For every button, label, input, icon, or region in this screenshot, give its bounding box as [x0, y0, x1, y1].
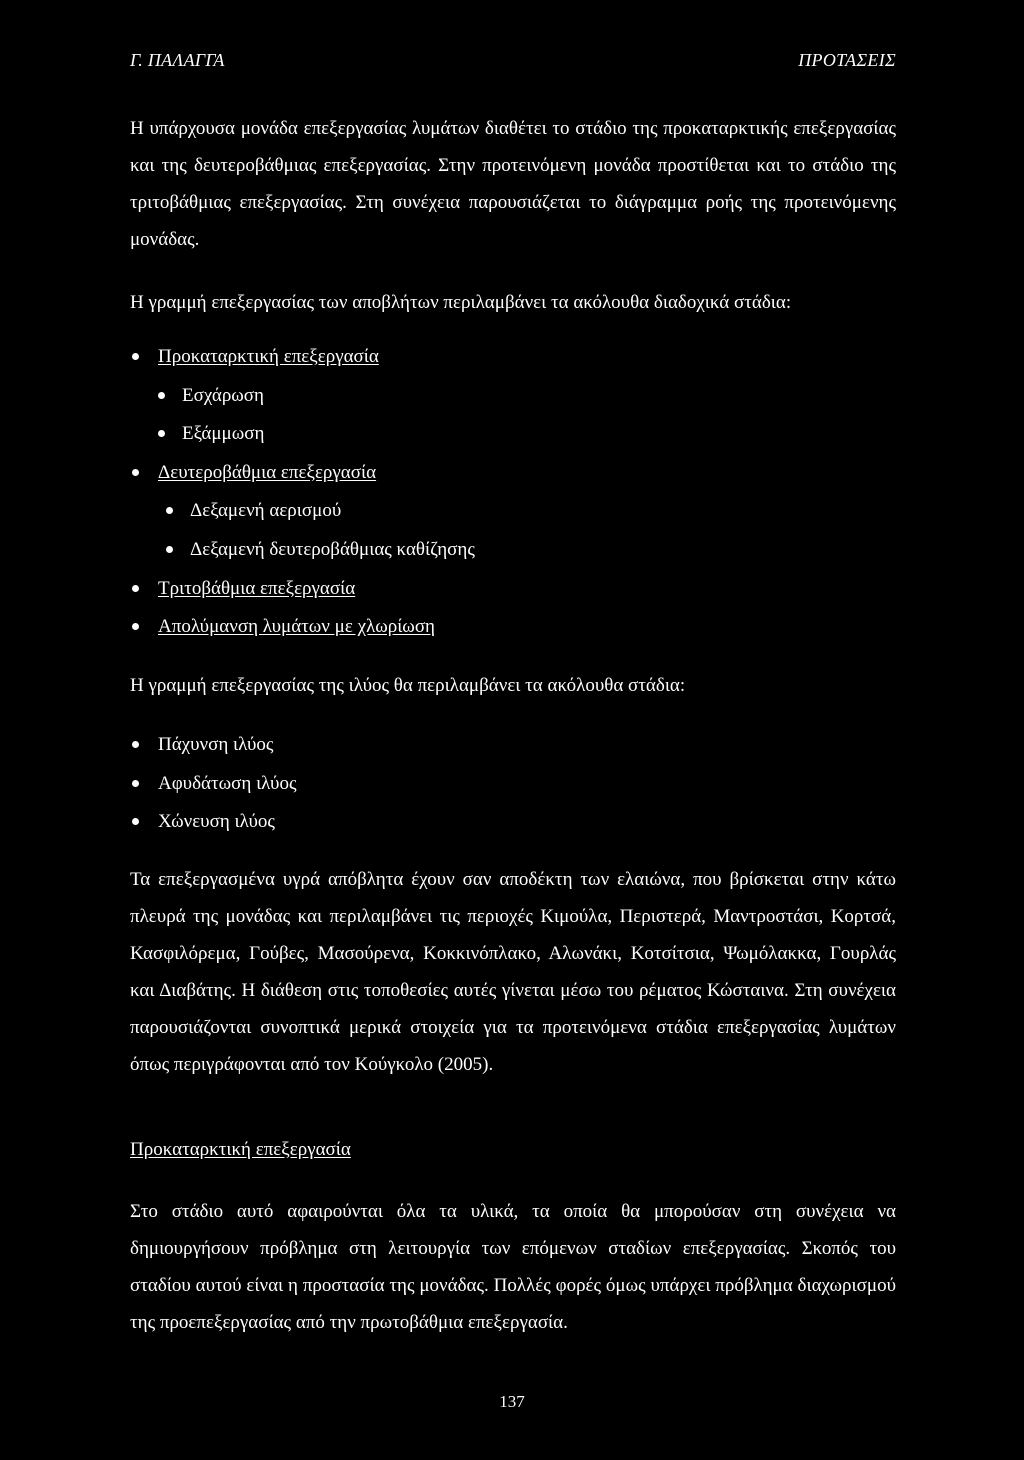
stage-label: Δευτεροβάθμια επεξεργασία	[158, 461, 377, 483]
bullet-icon	[158, 392, 165, 399]
header-author: Γ. ΠΑΛΑΓΓΑ	[130, 50, 225, 70]
bullet-icon	[132, 469, 139, 476]
waste-line-intro: Η γραμμή επεξεργασίας των αποβλήτων περιλαμβάνει τα ακόλουθα διαδοχικά στάδια:	[130, 292, 792, 313]
bullet-icon	[158, 430, 165, 437]
bullet-icon	[132, 818, 139, 825]
stage-label: Τριτοβάθμια επεξεργασία	[158, 577, 356, 599]
list-item	[130, 570, 896, 609]
header-chapter: ΠΡΟΤΑΣΕΙΣ	[798, 50, 896, 70]
bullet-icon	[132, 585, 139, 592]
stage-label: Προκαταρκτική επεξεργασία	[158, 346, 379, 367]
bullet-icon	[132, 623, 139, 630]
page-number: 137	[499, 1392, 525, 1411]
substage-label: Δεξαμενή αερισμού	[190, 500, 342, 522]
bullet-icon	[166, 546, 173, 553]
prelim-paragraph: Στο στάδιο αυτό αφαιρούνται όλα τα υλικά, τα οποία θα μπορούσαν στη συνέχεια να δημιουργήσουν πρόβλημα στη λειτουργία των επόμενων σταδίων επεξεργασίας. Σκοπός του σταδίου αυτού είναι η προστασία της μονάδας. Πολλές φορές όμως υπάρχει πρόβλημα διαχωρισμού της προεπεξεργασίας από την πρωτοβάθμια επεξεργασία.	[130, 1201, 896, 1333]
bullet-icon	[132, 353, 139, 360]
list-item	[130, 726, 896, 765]
sludge-stage-label: Αφυδάτωση ιλύος	[158, 772, 297, 794]
list-item	[130, 608, 896, 647]
stage-label: Απολύμανση λυμάτων με χλωρίωση	[158, 616, 435, 638]
bullet-icon	[132, 780, 139, 787]
sludge-stage-label: Χώνευση ιλύος	[158, 811, 275, 833]
receiver-paragraph: Τα επεξεργασμένα υγρά απόβλητα έχουν σαν αποδέκτη των ελαιώνα, που βρίσκεται στην κάτω πλευρά της μονάδας και περιλαμβάνει τις περιοχές Κιμούλα, Περιστερά, Μαντροστάσι, Κορτσά, Κασφιλόρεμα, Γούβες, Μασούρενα, Κοκκινόπλακο, Αλωνάκι, Κοτσίτσια, Ψωμόλακκα, Γουρλάς και Διαβάτης. Η διάθεση στις τοποθεσίες αυτές γίνεται μέσω του ρέματος Κώσταινα. Στη συνέχεια παρουσιάζονται συνοπτικά μερικά στοιχεία για τα προτεινόμενα στάδια επεξεργασίας λυμάτων όπως περιγράφονται από τον Κούγκολο (2005).	[130, 869, 896, 1075]
substage-label: Εξάμμωση	[182, 423, 265, 445]
waste-stages-list	[130, 338, 896, 647]
list-item	[130, 803, 896, 842]
bullet-icon	[166, 507, 173, 514]
list-item	[130, 338, 896, 377]
list-item	[130, 765, 896, 804]
substage-label: Εσχάρωση	[182, 384, 264, 406]
list-item	[130, 454, 896, 493]
bullet-icon	[132, 741, 139, 748]
substage-label: Δεξαμενή δευτεροβάθμιας καθίζησης	[190, 538, 475, 560]
list-item	[130, 415, 896, 454]
sludge-stage-label: Πάχυνση ιλύος	[158, 734, 274, 755]
sludge-line-intro: Η γραμμή επεξεργασίας της ιλύος θα περιλαμβάνει τα ακόλουθα στάδια:	[130, 675, 686, 696]
intro-paragraph: Η υπάρχουσα μονάδα επεξεργασίας λυμάτων διαθέτει το στάδιο της προκαταρκτικής επεξεργασίας και της δευτεροβάθμιας επεξεργασίας. Στην προτεινόμενη μονάδα προστίθεται και το στάδιο της τριτοβάθμιας επεξεργασίας. Στη συνέχεια παρουσιάζεται το διάγραμμα ροής της προτεινόμενης μονάδας.	[130, 118, 896, 250]
list-item	[130, 377, 896, 416]
page-header	[130, 50, 896, 74]
sludge-stages-list	[130, 726, 896, 842]
list-item	[130, 531, 896, 570]
list-item	[130, 492, 896, 531]
section-heading: Προκαταρκτική επεξεργασία	[130, 1139, 351, 1160]
